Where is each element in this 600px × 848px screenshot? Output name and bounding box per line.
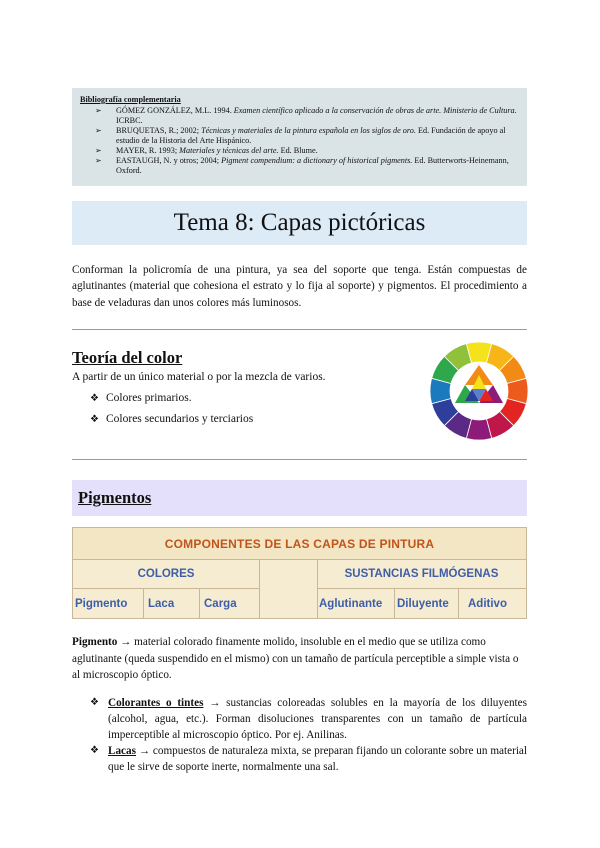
diamond-bullet-icon: ❖ <box>90 393 99 404</box>
table-group-sustancias: SUSTANCIAS FILMÓGENAS <box>344 567 499 580</box>
pigmentos-heading: Pigmentos <box>78 488 152 507</box>
bibliography-entry: ➢ EASTAUGH, N. y otros; 2004; Pigment compendium: a dictionary of historical pigments. Ed. Butterworts-Heinemann, Oxford. <box>95 156 509 175</box>
pigmento-text: material colorado finamente molido, insoluble en el medio que se utiliza como aglutinante (queda suspendido en el mismo) con un tamaño de partícula perceptible a simple vista o al microscopio óptico. <box>72 636 519 681</box>
table-title: COMPONENTES DE LAS CAPAS DE PINTURA <box>73 528 526 560</box>
list-item <box>90 743 527 775</box>
divider-2 <box>72 459 527 460</box>
list-item <box>90 695 527 743</box>
item-term: Lacas <box>108 745 136 757</box>
pigmento-term: Pigmento <box>72 636 118 648</box>
table-cell-aditivo: Aditivo <box>468 598 507 610</box>
pigment-types-list <box>90 695 527 775</box>
teoria-heading: Teoría del color <box>72 348 183 367</box>
divider-1 <box>72 329 527 330</box>
table-group-colores: COLORES <box>137 567 195 580</box>
bibliography-box <box>72 88 527 186</box>
diamond-bullet-icon: ❖ <box>90 414 99 425</box>
teoria-bullet-text: Colores primarios. <box>106 392 192 404</box>
pigmentos-heading-box <box>72 480 527 516</box>
page-title: Tema 8: Capas pictóricas <box>173 209 426 236</box>
teoria-text: A partir de un único material o por la mezcla de varios. <box>72 371 326 383</box>
bibliography-list <box>80 106 519 176</box>
diamond-bullet-icon: ❖ <box>90 697 99 708</box>
item-term: Colorantes o tintes <box>108 697 204 709</box>
bibliography-entry: ➢ MAYER, R. 1993; Materiales y técnicas del arte. Ed. Blume. <box>95 146 318 155</box>
pigmento-definition <box>72 634 527 684</box>
teoria-bullet-2 <box>90 413 253 425</box>
color-wheel-image <box>429 341 529 441</box>
table-cell-pigmento: Pigmento <box>75 598 128 610</box>
arrow-icon: → <box>120 636 132 648</box>
item-text: compuestos de naturaleza mixta, se preparan fijando un colorante sobre un material que le sirve de soporte inerte, normalmente una sal. <box>108 745 528 773</box>
bibliography-entry: ➢ GÓMEZ GONZÁLEZ, M.L. 1994. Examen científico aplicado a la conservación de obras de arte. Ministerio de Cultura. ICRBC. <box>95 106 517 125</box>
intro-paragraph: Conforman la policromía de una pintura, ya sea del soporte que tenga. Están compuestas de aglutinantes (material que cohesiona el estrato y lo fija al soporte) y pigmentos. El procedimiento a base de veladuras dan unos colores más luminosos. <box>72 264 527 309</box>
table-cell-carga: Carga <box>204 598 237 610</box>
teoria-bullet-text: Colores secundarios y terciarios <box>106 413 254 425</box>
arrow-icon: → <box>209 697 221 709</box>
arrow-bullet-icon: ➢ <box>95 126 102 135</box>
table-cell-aglutinante: Aglutinante <box>319 598 383 610</box>
diamond-bullet-icon: ❖ <box>90 745 99 756</box>
page-title-box <box>72 201 527 245</box>
arrow-bullet-icon: ➢ <box>95 146 102 155</box>
arrow-bullet-icon: ➢ <box>95 106 102 115</box>
item-text: sustancias coloreadas solubles en la mayoría de los diluyentes (alcohol, agua, etc.). Forman disoluciones transparentes con un tamaño de partícula imperceptible al microscopio óptico. Por ej. Anilinas. <box>108 697 527 741</box>
table-cell-laca: Laca <box>148 598 175 610</box>
bibliography-entry: ➢ BRUQUETAS, R.; 2002; Técnicas y materiales de la pintura española en los siglos de oro. Ed. Fundación de apoyo al estudio de la Historia del Arte Hispánico. <box>95 126 506 145</box>
table-cell-diluyente: Diluyente <box>397 598 449 610</box>
arrow-icon: → <box>138 745 151 757</box>
arrow-bullet-icon: ➢ <box>95 156 102 165</box>
bibliography-title: Bibliografía complementaria <box>80 95 181 104</box>
components-table <box>72 527 527 619</box>
teoria-bullet-1 <box>90 392 192 404</box>
